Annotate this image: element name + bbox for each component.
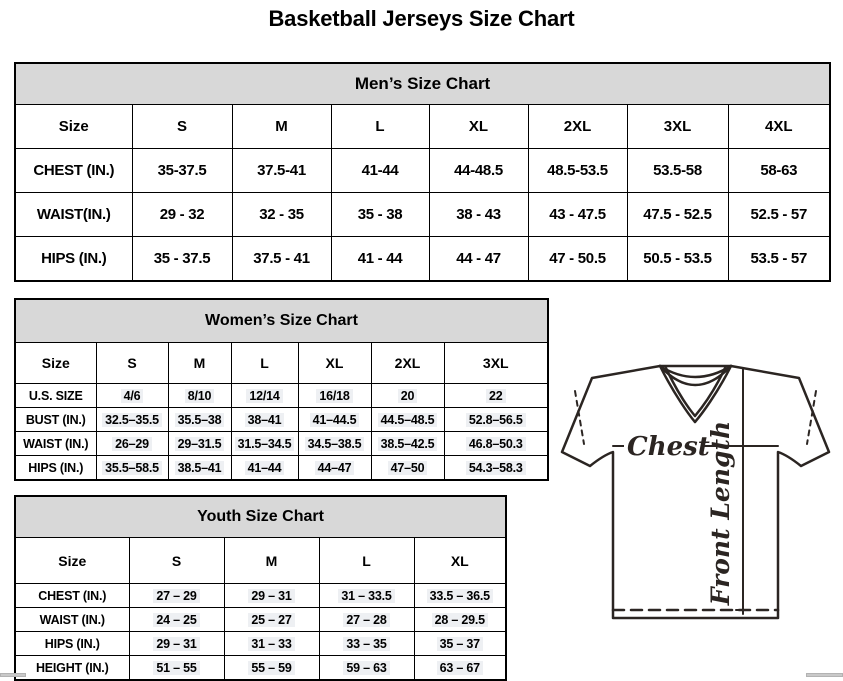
cell-value-text: 31 – 33.5	[338, 589, 394, 603]
cell-value	[96, 456, 168, 481]
cell-value-text: 43 - 47.5	[549, 206, 606, 223]
cell-value	[319, 632, 414, 656]
cell-value	[132, 193, 232, 237]
cell-value-text: 38.5–41	[175, 461, 225, 475]
row-label: HIPS (IN.)	[15, 632, 129, 656]
table-row	[15, 432, 548, 456]
cell-value	[627, 237, 728, 282]
cell-value-text: 26–29	[112, 437, 152, 451]
cell-value	[129, 656, 224, 681]
column-header: 4XL	[728, 105, 830, 149]
column-header: L	[331, 105, 429, 149]
cell-value	[444, 384, 548, 408]
table-row	[15, 384, 548, 408]
cell-value	[429, 193, 528, 237]
column-header: Size	[15, 105, 132, 149]
cell-value	[331, 237, 429, 282]
cell-value-text: 29 – 31	[248, 589, 294, 603]
table-caption: Men’s Size Chart	[15, 63, 830, 105]
cell-value	[132, 149, 232, 193]
cell-value	[168, 408, 231, 432]
cell-value-text: 16/18	[316, 389, 352, 403]
row-label: WAIST (IN.)	[15, 432, 96, 456]
table-row	[15, 584, 506, 608]
cell-value-text: 34.5–38.5	[305, 437, 365, 451]
cell-value-text: 4/6	[121, 389, 144, 403]
cell-value-text: 38–41	[245, 413, 285, 427]
column-header: Size	[15, 538, 129, 584]
cell-value-text: 35 - 37.5	[153, 250, 211, 267]
cell-value	[528, 193, 627, 237]
cell-value	[129, 608, 224, 632]
cell-value	[231, 408, 298, 432]
cell-value-text: 35 – 37	[437, 637, 483, 651]
cell-value-text: 47.5 - 52.5	[643, 206, 712, 223]
cell-value-text: 44.5–48.5	[378, 413, 438, 427]
cell-value	[414, 584, 506, 608]
row-label: BUST (IN.)	[15, 408, 96, 432]
cell-value-text: 55 – 59	[248, 661, 294, 675]
cell-value	[96, 432, 168, 456]
cell-value-text: 8/10	[185, 389, 215, 403]
cell-value	[429, 149, 528, 193]
cell-value-text: 20	[398, 389, 418, 403]
cell-value-text: 53.5 - 57	[750, 250, 808, 267]
column-header: L	[231, 343, 298, 384]
table-caption-row	[15, 299, 548, 343]
column-header: M	[224, 538, 319, 584]
cell-value	[371, 456, 444, 481]
column-header: L	[319, 538, 414, 584]
mens-size-chart-table	[14, 62, 831, 282]
cell-value	[96, 384, 168, 408]
cell-value	[298, 384, 371, 408]
cell-value-text: 24 – 25	[153, 613, 199, 627]
cell-value-text: 47 - 50.5	[549, 250, 606, 267]
cell-value-text: 51 – 55	[153, 661, 199, 675]
cell-value	[728, 193, 830, 237]
cell-value	[231, 384, 298, 408]
cell-value-text: 47–50	[388, 461, 428, 475]
table-caption: Youth Size Chart	[15, 496, 506, 538]
cell-value	[231, 456, 298, 481]
cell-value	[331, 149, 429, 193]
cell-value-text: 28 – 29.5	[432, 613, 488, 627]
cell-value	[371, 408, 444, 432]
cell-value	[168, 384, 231, 408]
cell-value	[132, 237, 232, 282]
cell-value	[414, 632, 506, 656]
column-header: XL	[429, 105, 528, 149]
cell-value-text: 50.5 - 53.5	[643, 250, 712, 267]
cell-value-text: 37.5 - 41	[253, 250, 310, 267]
table-row	[15, 632, 506, 656]
column-header: Size	[15, 343, 96, 384]
cell-value	[331, 193, 429, 237]
cell-value	[224, 584, 319, 608]
cell-value-text: 53.5-58	[653, 162, 702, 179]
table-header-row	[15, 105, 830, 149]
cell-value	[298, 456, 371, 481]
table-row	[15, 608, 506, 632]
table-row	[15, 656, 506, 681]
cell-value	[224, 608, 319, 632]
cell-value-text: 22	[486, 389, 506, 403]
column-header: S	[132, 105, 232, 149]
table-caption-row	[15, 63, 830, 105]
table-row	[15, 408, 548, 432]
cell-value	[231, 432, 298, 456]
cell-value	[444, 456, 548, 481]
table-caption: Women’s Size Chart	[15, 299, 548, 343]
cell-value-text: 35.5–58.5	[102, 461, 162, 475]
column-header: XL	[414, 538, 506, 584]
cell-value	[129, 632, 224, 656]
column-header: 2XL	[371, 343, 444, 384]
row-label: HIPS (IN.)	[15, 456, 96, 481]
cell-value-text: 29 - 32	[159, 206, 205, 223]
row-label: CHEST (IN.)	[15, 584, 129, 608]
column-header: M	[232, 105, 331, 149]
cell-value-text: 32 - 35	[259, 206, 304, 223]
cell-value	[224, 632, 319, 656]
column-header: S	[129, 538, 224, 584]
jersey-body-outline	[562, 366, 829, 618]
row-label: WAIST (IN.)	[15, 608, 129, 632]
column-header: M	[168, 343, 231, 384]
cell-value	[168, 456, 231, 481]
cell-value-text: 32.5–35.5	[102, 413, 162, 427]
cell-value-text: 38.5–42.5	[378, 437, 438, 451]
row-label: U.S. SIZE	[15, 384, 96, 408]
cell-value-text: 52.8–56.5	[466, 413, 526, 427]
cell-value-text: 41 - 44	[357, 250, 403, 267]
row-label: CHEST (IN.)	[15, 149, 132, 193]
cell-value-text: 25 – 27	[248, 613, 294, 627]
cell-value	[319, 656, 414, 681]
cell-value	[429, 237, 528, 282]
cell-value-text: 29 – 31	[153, 637, 199, 651]
cell-value	[414, 656, 506, 681]
cell-value-text: 12/14	[246, 389, 282, 403]
scrollbar-fragment-right[interactable]	[806, 673, 843, 677]
cell-value-text: 46.8–50.3	[466, 437, 526, 451]
column-header: XL	[298, 343, 371, 384]
cell-value-text: 44 - 47	[456, 250, 501, 267]
cell-value	[224, 656, 319, 681]
cell-value-text: 37.5-41	[257, 162, 306, 179]
cell-value	[298, 408, 371, 432]
cell-value	[528, 237, 627, 282]
column-header: 3XL	[444, 343, 548, 384]
cell-value-text: 31.5–34.5	[235, 437, 295, 451]
cell-value	[528, 149, 627, 193]
cell-value	[627, 193, 728, 237]
table-header-row	[15, 538, 506, 584]
table-row	[15, 193, 830, 237]
page-title: Basketball Jerseys Size Chart	[268, 6, 575, 31]
cell-value	[129, 584, 224, 608]
womens-size-chart-table	[14, 298, 549, 481]
cell-value-text: 33 – 35	[343, 637, 389, 651]
cell-value	[232, 193, 331, 237]
row-label: HIPS (IN.)	[15, 237, 132, 282]
jersey-outline-drawing	[556, 358, 840, 624]
chest-measure-label: Chest	[627, 432, 710, 462]
column-header: 3XL	[627, 105, 728, 149]
cell-value-text: 44-48.5	[454, 162, 503, 179]
cell-value	[627, 149, 728, 193]
cell-value-text: 35-37.5	[157, 162, 207, 179]
cell-value-text: 27 – 29	[153, 589, 199, 603]
cell-value	[444, 432, 548, 456]
cell-value-text: 44–47	[315, 461, 355, 475]
row-label: HEIGHT (IN.)	[15, 656, 129, 681]
cell-value-text: 59 – 63	[343, 661, 389, 675]
cell-value-text: 27 – 28	[343, 613, 389, 627]
cell-value	[232, 149, 331, 193]
cell-value	[232, 237, 331, 282]
cell-value	[96, 408, 168, 432]
cell-value-text: 31 – 33	[248, 637, 294, 651]
cell-value	[371, 432, 444, 456]
front-length-measure-label: Front Length	[706, 420, 735, 606]
jersey-diagram	[556, 358, 840, 624]
scrollbar-fragment-left[interactable]	[0, 673, 26, 677]
column-header: S	[96, 343, 168, 384]
cell-value-text: 52.5 - 57	[750, 206, 808, 223]
cell-value	[444, 408, 548, 432]
cell-value-text: 58-63	[760, 162, 798, 179]
cell-value-text: 29–31.5	[175, 437, 225, 451]
cell-value-text: 41–44.5	[310, 413, 360, 427]
cell-value	[728, 149, 830, 193]
cell-value	[728, 237, 830, 282]
cell-value	[371, 384, 444, 408]
cell-value-text: 38 - 43	[456, 206, 501, 223]
table-header-row	[15, 343, 548, 384]
table-row	[15, 237, 830, 282]
cell-value-text: 41–44	[245, 461, 285, 475]
row-label: WAIST(IN.)	[15, 193, 132, 237]
cell-value-text: 54.3–58.3	[466, 461, 526, 475]
cell-value-text: 35.5–38	[175, 413, 225, 427]
table-caption-row	[15, 496, 506, 538]
cell-value	[298, 432, 371, 456]
cell-value-text: 48.5-53.5	[547, 162, 608, 179]
cell-value-text: 41-44	[361, 162, 399, 179]
column-header: 2XL	[528, 105, 627, 149]
table-row	[15, 149, 830, 193]
cell-value	[319, 584, 414, 608]
cell-value-text: 33.5 – 36.5	[427, 589, 493, 603]
cell-value	[168, 432, 231, 456]
cell-value	[414, 608, 506, 632]
cell-value	[319, 608, 414, 632]
cell-value-text: 63 – 67	[437, 661, 483, 675]
youth-size-chart-table	[14, 495, 507, 681]
cell-value-text: 35 - 38	[357, 206, 403, 223]
table-row	[15, 456, 548, 481]
